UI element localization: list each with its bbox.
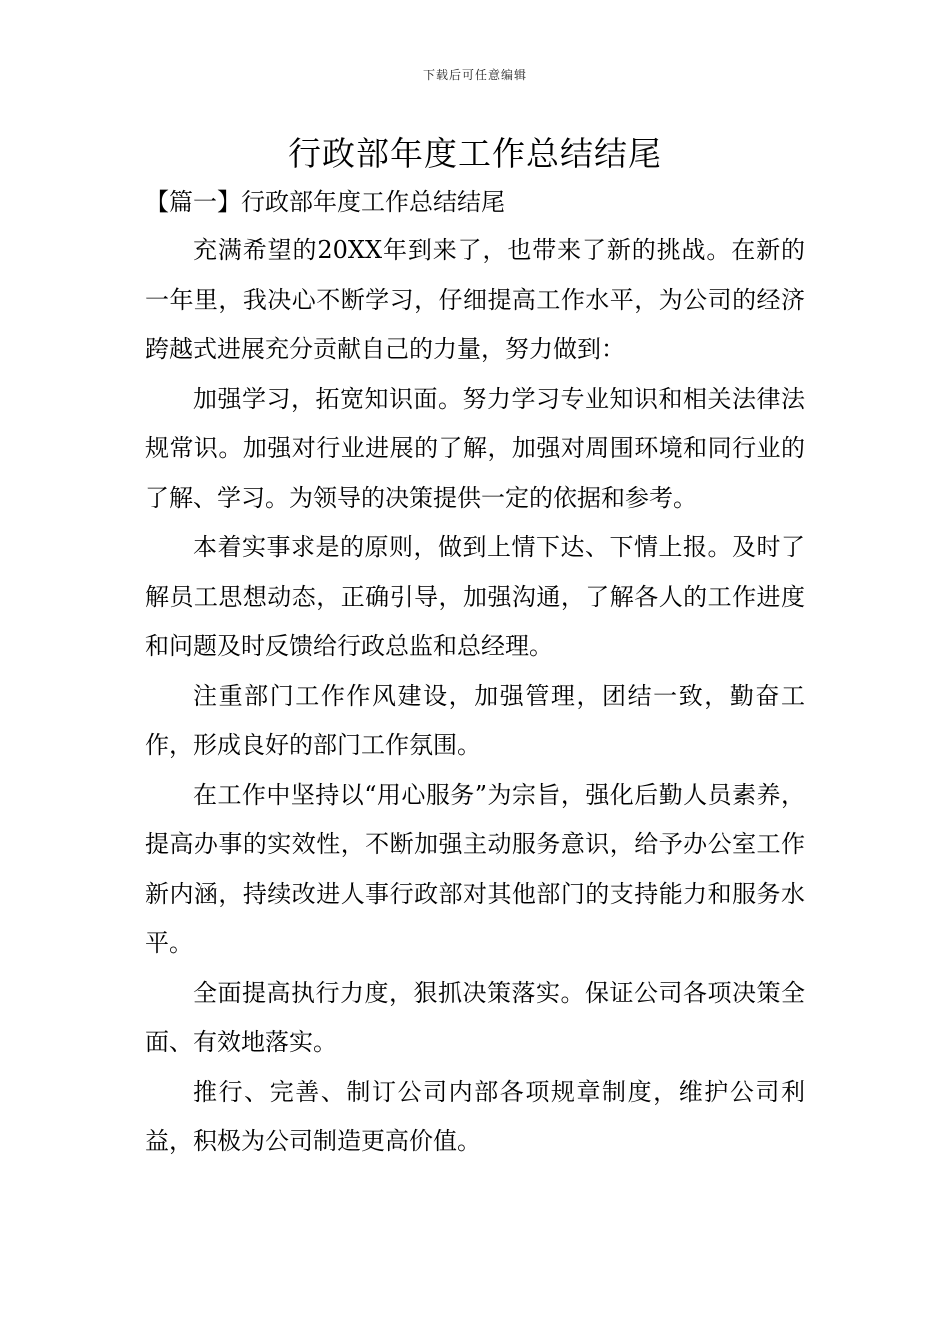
paragraph-4: 注重部门工作作风建设，加强管理，团结一致，勤奋工作，形成良好的部门工作氛围。 [145,681,805,759]
document-body [145,226,805,1167]
paragraph-6: 全面提高执行力度，狠抓决策落实。保证公司各项决策全面、有效地落实。 [145,978,805,1056]
paragraph-7: 推行、完善、制订公司内部各项规章制度，维护公司利益，积极为公司制造更高价值。 [145,1077,805,1155]
paragraph-2: 加强学习，拓宽知识面。努力学习专业知识和相关法律法规常识。加强对行业进展的了解，加强对周围环境和同行业的了解、学习。为领导的决策提供一定的依据和参考。 [145,384,805,512]
section-heading: 【篇一】行政部年度工作总结结尾 [145,188,505,216]
header-note: 下载后可任意编辑 [422,68,527,82]
document-title: 行政部年度工作总结结尾 [288,134,662,173]
paragraph-3: 本着实事求是的原则，做到上情下达、下情上报。及时了解员工思想动态，正确引导，加强沟通，了解各人的工作进度和问题及时反馈给行政总监和总经理。 [145,533,805,660]
paragraph-1: 充满希望的20XX年到来了，也带来了新的挑战。在新的一年里，我决心不断学习，仔细提高工作水平，为公司的经济跨越式进展充分贡献自己的力量，努力做到： [145,236,805,363]
paragraph-5: 在工作中坚持以“用心服务”为宗旨，强化后勤人员素养，提高办事的实效性，不断加强主动服务意识，给予办公室工作新内涵，持续改进人事行政部对其他部门的支持能力和服务水平。 [145,780,805,957]
